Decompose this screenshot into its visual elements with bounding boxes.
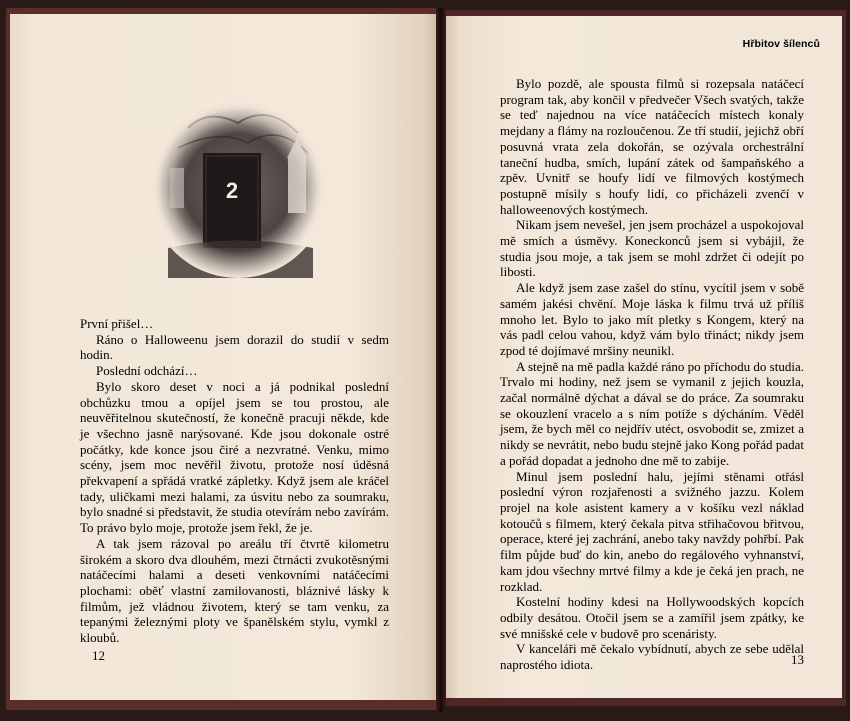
paragraph: Bylo pozdě, ale spousta filmů si rozepsala natáčecí program tak, aby končil v předvečer Všech svatých, takže se teď najednou na více natáčecích místech konaly mejdany a flámy na rozloučenou. Ze tří studií, jejichž obří posuvná vrata zela dokořán, se ozývala orchestrální taneční hudba, smích, lupání zátek od šampaňského a zpěv. Uvnitř se houfy lidí ve filmových kostýmech postupně mísily s houfy lidí, co přicházeli zvenčí v halloweenových kostýmech.: [500, 76, 804, 217]
paragraph: Kostelní hodiny kdesi na Hollywoodských kopcích odbily desátou. Otočil jsem se a zamířil jsem zpátky, ke své mnišské cele v budově pro scenáristy.: [500, 594, 804, 641]
paragraph: Ale když jsem zase zašel do stínu, vycítil jsem v sobě samém jakési chvění. Moje láska k filmu trvá už příliš mnoho let. Bylo to jako mít pletky s Kongem, který na vás padl celou vahou, když vám bylo třináct; nikdy jsem zpod té dojímavé mršiny neunikl.: [500, 280, 804, 358]
paragraph: Bylo skoro deset v noci a já podnikal poslední obchůzku tmou a opíjel jsem se tou prostou, ale neuvěřitelnou skutečností, že konečně pracuji někde, kde je všechno jasně narýsované. Kde jsou dokonale ostré počátky, kde konce jsou čiré a nezvratné. Venku, mimo scény, jsem moc nevěřil životu, protože nosí úděsná překvapení a spřádá vratké zápletky. Když jsem ale kráčel tady, uličkami mezi halami, za úsvitu nebo za soumraku, bylo snadné si představit, že studia otevírám nebo zavírám. To právo bylo moje, protože jsem řekl, že je.: [80, 378, 389, 536]
book-spine: [436, 8, 446, 712]
left-page-text: [80, 316, 389, 646]
running-header: Hřbitov šílenců: [742, 38, 820, 50]
page-number-right: 13: [791, 652, 804, 667]
right-page-text: [500, 76, 804, 673]
paragraph: V kanceláři mě čekalo vybídnutí, abych ze sebe udělal naprostého idiota.: [500, 641, 804, 673]
paragraph: Ráno o Halloweenu jsem dorazil do studií v sedm hodin.: [80, 331, 389, 363]
paragraph: Nikam jsem nevešel, jen jsem procházel a uspokojoval mě smích a úsměvy. Koneckonců jsem si vybájil, že studia jsou moje, a tak jsem se mohl zdržet či odejít po libosti.: [500, 217, 804, 280]
page-number-left: 12: [92, 648, 105, 663]
paragraph: A stejně na mě padla každé ráno po příchodu do studia. Trvalo mi hodiny, než jsem se vymanil z jejich kouzla, začal normálně dýchat a dával se do práce. Za soumraku se okouzlení vracelo a s ním potíže s dýcháním. Věděl jsem, že bych měl co nejdřív utéct, osvobodit se, zmizet a nikdy se nevrátit, nebo budu stejně jako Kong pořád padat a pořád dopadat a jednoho dne mě to zabije.: [500, 358, 804, 468]
paragraph: První přišel…: [80, 316, 154, 331]
paragraph: Minul jsem poslední halu, jejími stěnami otřásl poslední výron rozjařenosti a svižného jazzu. Kolem projel na kole asistent kamery a v košíku vezl náklad kotoučů s filmem, který čekala pitva střihačovou břitvou, operace, které jej zachrání, anebo taky navždy pohřbí. Pak film půjde buď do kin, anebo do regálového vyhnanství, kam jdou všechny mrtvé filmy a kde je čeká jen prach, ne rozklad.: [500, 468, 804, 594]
paragraph: A tak jsem rázoval po areálu tří čtvrtě kilometru širokém a skoro dva dlouhém, mezi čtrnácti zvukotěsnými natáčecími halami a deseti venkovními natáčecími plochami: oběť vlastní zamilovanosti, bláznivé lásky k filmům, jež vládnou životem, který se tam venku, za tepanými železnými ploty ve španělském stylu, vymkl z kloubů.: [80, 535, 389, 646]
paragraph: Poslední odchází…: [96, 363, 198, 379]
chapter-graveyard-image: [148, 98, 328, 278]
